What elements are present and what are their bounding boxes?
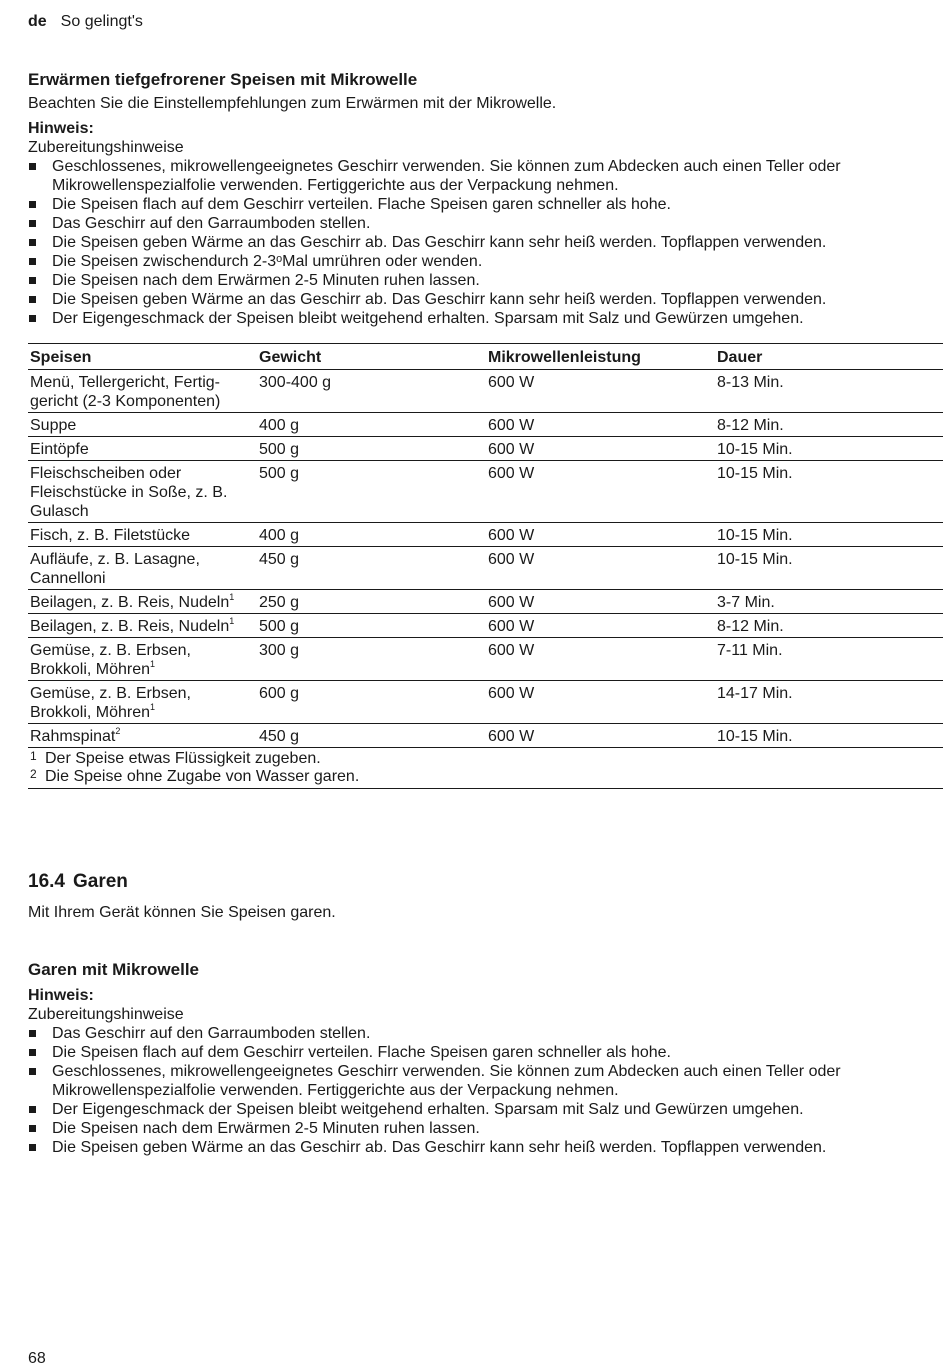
section-cooking [28,871,943,922]
food-name: Beilagen, z. B. Reis, Nudeln [30,594,230,611]
note-subtitle: Zubereitungshinweise [28,139,184,156]
footnote-reference: 1 [150,702,156,712]
cell-duration: 3-7 Min. [715,590,943,614]
table-row [28,681,943,724]
food-name: Rahmspinat [30,728,116,745]
footnote-reference: 1 [150,659,156,669]
list-item: Geschlossenes, mikrowellengeeignetes Geschirr verwenden. Sie können zum Abdecken auch einen Teller oder Mikrowellenspezialfolie verwenden. Fertiggerichte aus der Verpackung nehmen. [28,157,943,195]
list-item: Das Geschirr auf den Garraumboden stellen. [28,1024,943,1043]
footnote-mark: 2 [30,767,37,781]
footnote-reference: 2 [115,726,121,736]
cell-duration: 14-17 Min. [715,681,943,724]
cell-weight: 400 g [257,413,486,437]
cell-duration: 10-15 Min. [715,437,943,461]
food-name: Menü, Tellergericht, Fertig-gericht (2-3 Komponenten) [30,374,221,410]
cell-food [28,590,257,614]
food-name: Fisch, z. B. Filetstücke [30,527,191,544]
footnote [30,768,943,786]
footnote-reference: 1 [229,616,235,626]
cell-food [28,638,257,681]
table-header-row [28,344,943,370]
cell-duration: 8-13 Min. [715,370,943,413]
chapter-title: Garen [72,871,128,892]
footnote-mark: 1 [30,749,37,763]
footnote-text: Der Speise etwas Flüssigkeit zugeben. [45,750,321,767]
language-code: de [28,13,47,30]
list-item: Der Eigengeschmack der Speisen bleibt weitgehend erhalten. Sparsam mit Salz und Gewürzen umgehen. [28,309,943,328]
column-header: Mikrowellenleistung [486,344,715,370]
cell-power: 600 W [486,638,715,681]
list-item: Die Speisen geben Wärme an das Geschirr ab. Das Geschirr kann sehr heiß werden. Topflappen verwenden. [28,1138,943,1157]
list-item: Der Eigengeschmack der Speisen bleibt weitgehend erhalten. Sparsam mit Salz und Gewürzen umgehen. [28,1100,943,1119]
list-item: Die Speisen flach auf dem Geschirr verteilen. Flache Speisen garen schneller als hohe. [28,1043,943,1062]
cell-food [28,437,257,461]
table-row [28,461,943,523]
cell-food [28,523,257,547]
list-item: Die Speisen geben Wärme an das Geschirr ab. Das Geschirr kann sehr heiß werden. Topflappen verwenden. [28,290,943,309]
food-name: Fleischscheiben oder Fleischstücke in Soße, z. B. Gulasch [30,465,228,520]
cell-weight: 400 g [257,523,486,547]
bullet-list [28,1024,943,1157]
cell-power: 600 W [486,370,715,413]
cell-duration: 8-12 Min. [715,614,943,638]
note-label: Hinweis: [28,120,94,137]
food-name: Aufläufe, z. B. Lasagne, Cannelloni [30,551,200,587]
settings-table-block [28,343,943,789]
page-header [28,12,143,31]
cell-power: 600 W [486,590,715,614]
footnote-text: Die Speise ohne Zugabe von Wasser garen. [45,768,360,785]
cell-food [28,724,257,748]
cell-power: 600 W [486,437,715,461]
note-subtitle: Zubereitungshinweise [28,1006,184,1023]
list-item: Geschlossenes, mikrowellengeeignetes Geschirr verwenden. Sie können zum Abdecken auch einen Teller oder Mikrowellenspezialfolie verwenden. Fertiggerichte aus der Verpackung nehmen. [28,1062,943,1100]
column-header: Dauer [715,344,943,370]
note-label: Hinweis: [28,987,94,1004]
chapter-heading [28,871,943,893]
column-header: Gewicht [257,344,486,370]
table-row [28,413,943,437]
cell-weight: 500 g [257,614,486,638]
cell-weight: 600 g [257,681,486,724]
section-frozen-food [28,70,943,328]
cell-power: 600 W [486,724,715,748]
cell-power: 600 W [486,547,715,590]
cell-weight: 250 g [257,590,486,614]
list-item: Das Geschirr auf den Garraumboden stellen. [28,214,943,233]
food-name: Beilagen, z. B. Reis, Nudeln [30,618,230,635]
table-row [28,724,943,748]
cell-duration: 10-15 Min. [715,547,943,590]
table-footnotes [28,748,943,789]
cell-power: 600 W [486,413,715,437]
table-row [28,590,943,614]
cell-food [28,413,257,437]
section-name: So gelingt's [60,13,143,30]
cell-power: 600 W [486,523,715,547]
chapter-number: 16.4 [28,871,65,892]
food-name: Gemüse, z. B. Erbsen, Brokkoli, Möhren [30,642,191,678]
cell-weight: 450 g [257,547,486,590]
cell-power: 600 W [486,681,715,724]
list-item: Die Speisen zwischendurch 2-3ᵒMal umrühren oder wenden. [28,252,943,271]
section-intro: Beachten Sie die Einstellempfehlungen zum Erwärmen mit der Mikrowelle. [28,95,557,112]
cell-weight: 450 g [257,724,486,748]
list-item: Die Speisen nach dem Erwärmen 2-5 Minuten ruhen lassen. [28,271,943,290]
food-name: Gemüse, z. B. Erbsen, Brokkoli, Möhren [30,685,191,721]
cell-weight: 300-400 g [257,370,486,413]
section-title: Erwärmen tiefgefrorener Speisen mit Mikrowelle [28,70,418,89]
cell-weight: 500 g [257,437,486,461]
column-header: Speisen [28,344,257,370]
cell-weight: 300 g [257,638,486,681]
cell-duration: 7-11 Min. [715,638,943,681]
cell-duration: 8-12 Min. [715,413,943,437]
footnote [30,750,943,768]
bullet-list [28,157,943,328]
section-microwave-cooking [28,960,943,1157]
table-row [28,370,943,413]
page-number: 68 [28,1350,46,1367]
cell-power: 600 W [486,614,715,638]
cell-duration: 10-15 Min. [715,724,943,748]
cell-food [28,547,257,590]
section-title: Garen mit Mikrowelle [28,960,199,979]
cell-power: 600 W [486,461,715,523]
list-item: Die Speisen nach dem Erwärmen 2-5 Minuten ruhen lassen. [28,1119,943,1138]
footnote-reference: 1 [229,592,235,602]
food-name: Eintöpfe [30,441,89,458]
food-name: Suppe [30,417,77,434]
cell-weight: 500 g [257,461,486,523]
cell-food [28,370,257,413]
cell-duration: 10-15 Min. [715,523,943,547]
settings-table [28,343,943,748]
table-row [28,437,943,461]
list-item: Die Speisen flach auf dem Geschirr verteilen. Flache Speisen garen schneller als hohe. [28,195,943,214]
cell-food [28,681,257,724]
cell-duration: 10-15 Min. [715,461,943,523]
list-item: Die Speisen geben Wärme an das Geschirr ab. Das Geschirr kann sehr heiß werden. Topflappen verwenden. [28,233,943,252]
table-row [28,638,943,681]
cell-food [28,461,257,523]
table-row [28,614,943,638]
table-row [28,547,943,590]
table-row [28,523,943,547]
cell-food [28,614,257,638]
chapter-intro: Mit Ihrem Gerät können Sie Speisen garen. [28,904,336,921]
